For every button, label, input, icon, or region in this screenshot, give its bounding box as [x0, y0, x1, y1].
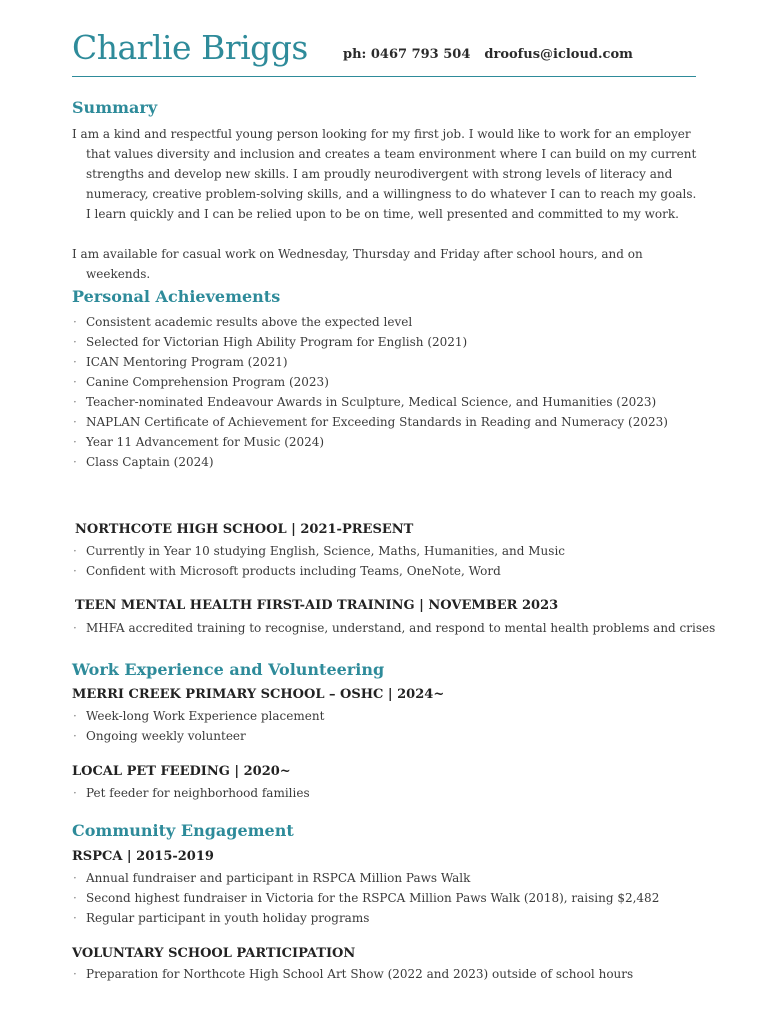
bullet-icon: ·	[73, 315, 77, 329]
availability-paragraph: I am available for casual work on Wednesday, Thursday and Friday after school hours, and on weekends.	[72, 247, 643, 281]
bullet-icon: ·	[73, 786, 77, 800]
list-item-text: Regular participant in youth holiday programs	[86, 911, 370, 925]
list-item	[72, 908, 712, 928]
org2-list	[72, 964, 712, 984]
list-item-text: Second highest fundraiser in Victoria for the RSPCA Million Paws Walk (2018), raising $2,482	[86, 891, 660, 905]
bullet-icon: ·	[73, 911, 77, 925]
list-item	[72, 392, 712, 412]
bullet-icon: ·	[73, 435, 77, 449]
org2-heading: VOLUNTARY SCHOOL PARTICIPATION	[72, 946, 356, 961]
list-item	[72, 432, 712, 452]
list-item	[72, 618, 716, 638]
summary-body	[72, 124, 702, 284]
bullet-icon: ·	[73, 375, 77, 389]
list-item-text: Consistent academic results above the expected level	[86, 315, 413, 329]
list-item-text: Class Captain (2024)	[86, 455, 214, 469]
list-item-text: Confident with Microsoft products including Teams, OneNote, Word	[86, 564, 501, 578]
list-item-text: Pet feeder for neighborhood families	[86, 786, 310, 800]
list-item	[72, 372, 712, 392]
list-item	[72, 888, 712, 908]
bullet-icon: ·	[73, 455, 77, 469]
bullet-icon: ·	[73, 621, 77, 635]
list-item	[72, 312, 712, 332]
list-item-text: Ongoing weekly volunteer	[86, 729, 246, 743]
list-item-text: Selected for Victorian High Ability Program for English (2021)	[86, 335, 468, 349]
bullet-icon: ·	[73, 395, 77, 409]
phone-number: ph: 0467 793 504	[343, 47, 471, 62]
list-item	[72, 868, 712, 888]
list-item	[72, 726, 712, 746]
list-item-text: ICAN Mentoring Program (2021)	[86, 355, 288, 369]
list-item-text: MHFA accredited training to recognise, understand, and respond to mental health problems and crises	[86, 621, 716, 635]
list-item	[72, 964, 712, 984]
list-item-text: Week-long Work Experience placement	[86, 709, 325, 723]
list-item-text: NAPLAN Certificate of Achievement for Exceeding Standards in Reading and Numeracy (2023)	[86, 415, 668, 429]
list-item	[72, 706, 712, 726]
list-item	[72, 561, 712, 581]
list-item-text: Year 11 Advancement for Music (2024)	[86, 435, 325, 449]
bullet-icon: ·	[73, 544, 77, 558]
list-item-text: Canine Comprehension Program (2023)	[86, 375, 329, 389]
training-heading: TEEN MENTAL HEALTH FIRST-AID TRAINING | NOVEMBER 2023	[75, 598, 559, 613]
org1-heading: RSPCA | 2015-2019	[72, 849, 214, 864]
org1-list	[72, 868, 712, 928]
list-item	[72, 332, 712, 352]
job2-list	[72, 783, 712, 803]
list-item-text: Annual fundraiser and participant in RSPCA Million Paws Walk	[86, 871, 471, 885]
list-item	[72, 352, 712, 372]
bullet-icon: ·	[73, 335, 77, 349]
resume-header	[72, 28, 696, 77]
job1-heading: MERRI CREEK PRIMARY SCHOOL – OSHC | 2024~	[72, 687, 445, 702]
list-item-text: Teacher-nominated Endeavour Awards in Sculpture, Medical Science, and Humanities (2023)	[86, 395, 657, 409]
school-heading: NORTHCOTE HIGH SCHOOL | 2021-PRESENT	[75, 522, 414, 537]
candidate-name: Charlie Briggs	[72, 28, 308, 67]
section-title-achievements: Personal Achievements	[72, 287, 281, 306]
list-item	[72, 452, 712, 472]
section-title-community: Community Engagement	[72, 821, 294, 840]
bullet-icon: ·	[73, 871, 77, 885]
training-list	[72, 618, 716, 638]
list-item	[72, 783, 712, 803]
school-list	[72, 541, 712, 581]
bullet-icon: ·	[73, 564, 77, 578]
job1-list	[72, 706, 712, 746]
bullet-icon: ·	[73, 355, 77, 369]
list-item-text: Currently in Year 10 studying English, Science, Maths, Humanities, and Music	[86, 544, 566, 558]
section-title-work: Work Experience and Volunteering	[72, 660, 385, 679]
bullet-icon: ·	[73, 891, 77, 905]
section-title-summary: Summary	[72, 98, 158, 117]
email-address: droofus@icloud.com	[484, 47, 633, 62]
bullet-icon: ·	[73, 709, 77, 723]
list-item	[72, 541, 712, 561]
achievements-list	[72, 312, 712, 472]
bullet-icon: ·	[73, 967, 77, 981]
summary-paragraph: I am a kind and respectful young person looking for my first job. I would like to work for an employer that values diversity and inclusion and creates a team environment where I can build on my current strengths and develop new skills. I am proudly neurodivergent with strong levels of literacy and numeracy, creative problem-solving skills, and a willingness to do whatever I can to reach my goals. I learn quickly and I can be relied upon to be on time, well presented and committed to my work.	[72, 127, 697, 221]
bullet-icon: ·	[73, 729, 77, 743]
job2-heading: LOCAL PET FEEDING | 2020~	[72, 764, 291, 779]
list-item-text: Preparation for Northcote High School Art Show (2022 and 2023) outside of school hours	[86, 967, 634, 981]
contact-info	[343, 47, 633, 62]
list-item	[72, 412, 712, 432]
bullet-icon: ·	[73, 415, 77, 429]
